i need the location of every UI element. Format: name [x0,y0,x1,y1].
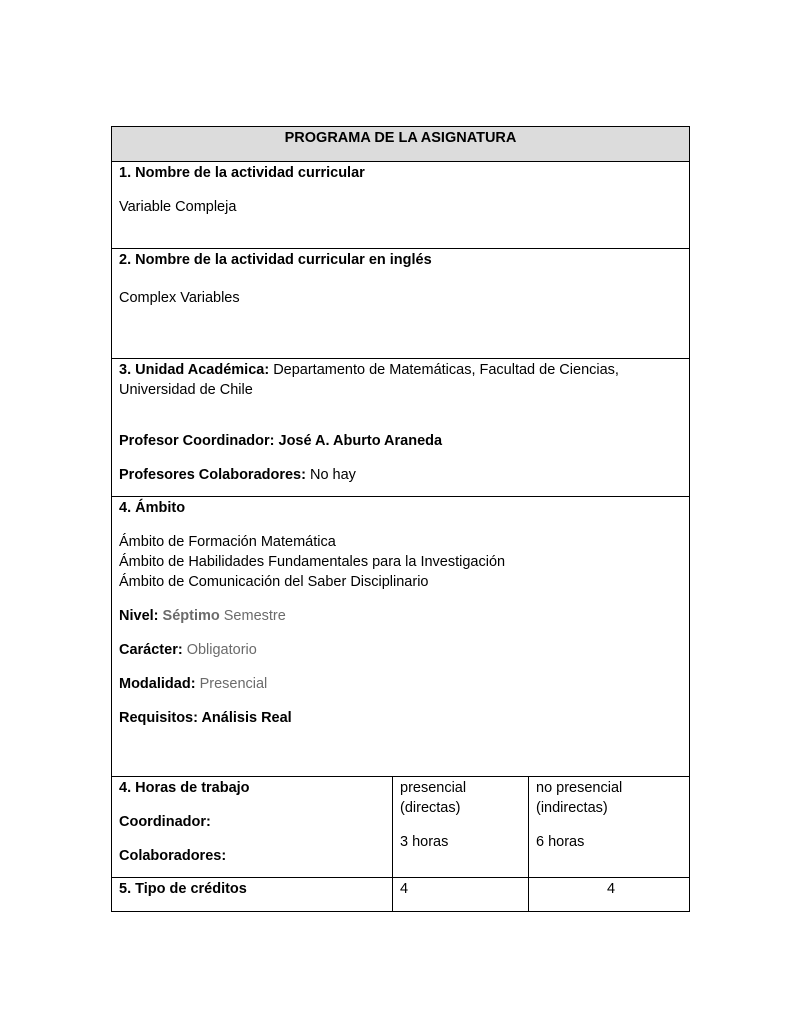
section-2-cell [112,249,690,359]
ambito-item: Ámbito de Habilidades Fundamentales para la Investigación [119,554,506,570]
colaboradores-hours-label: Colaboradores: [119,848,227,864]
coordinador-label: Coordinador: [119,814,211,830]
section-1-label: 1. Nombre de la actividad curricular [119,165,365,181]
caracter [119,640,682,660]
creditos-label-cell [112,878,393,912]
ambito-item: Ámbito de Formación Matemática [119,534,336,550]
unidad-label: 3. Unidad Académica: [119,362,270,378]
presencial-hours: 3 horas [400,834,449,850]
program-document [111,126,689,912]
unidad-academica [119,360,682,400]
colaboradores-value: No hay [309,467,356,483]
header-row [112,127,690,162]
caracter-value: Obligatorio [186,642,257,658]
section-2-label: 2. Nombre de la actividad curricular en inglés [119,252,432,268]
modalidad [119,674,682,694]
creditos-presencial-cell [393,878,529,912]
creditos-no-presencial: 4 [606,881,616,897]
horas-label-cell [112,777,393,878]
horas-row [112,777,690,878]
colaboradores-label: Profesores Colaboradores: [119,467,306,483]
modalidad-value: Presencial [199,676,268,692]
section-1-row [112,162,690,249]
section-3-row [112,359,690,497]
nivel-value: Semestre [223,608,286,624]
no-presencial-subheader: (indirectas) [536,800,608,816]
no-presencial-header: no presencial [536,780,623,796]
creditos-presencial: 4 [400,881,409,897]
ambito-label: 4. Ámbito [119,500,186,516]
creditos-no-presencial-cell [529,878,690,912]
nivel-label: Nivel: [119,608,159,624]
no-presencial-cell [529,777,690,878]
section-4-row [112,497,690,777]
profesores-colaboradores [119,465,682,485]
unidad-value-line2: Universidad de Chile [119,382,253,398]
presencial-subheader: (directas) [400,800,461,816]
creditos-label: 5. Tipo de créditos [119,881,247,897]
section-4-cell [112,497,690,777]
presencial-header: presencial [400,780,467,796]
unidad-value-line1: Departamento de Matemáticas, Facultad de Ciencias, [273,362,619,378]
section-3-cell [112,359,690,497]
section-2-value: Complex Variables [119,290,240,306]
document-title-cell [112,127,690,162]
program-table [111,126,690,912]
nivel [119,606,682,626]
caracter-label: Carácter: [119,642,183,658]
modalidad-label: Modalidad: [119,676,196,692]
document-title: PROGRAMA DE LA ASIGNATURA [284,130,517,146]
presencial-cell [393,777,529,878]
requisitos: Requisitos: Análisis Real [119,710,292,726]
horas-label: 4. Horas de trabajo [119,780,250,796]
ambito-item: Ámbito de Comunicación del Saber Disciplinario [119,574,429,590]
nivel-value-bold: Séptimo [162,608,220,624]
creditos-row [112,878,690,912]
section-1-value: Variable Compleja [119,199,237,215]
no-presencial-hours: 6 horas [536,834,585,850]
section-1-cell [112,162,690,249]
profesor-coordinador: Profesor Coordinador: José A. Aburto Araneda [119,433,443,449]
section-2-row [112,249,690,359]
